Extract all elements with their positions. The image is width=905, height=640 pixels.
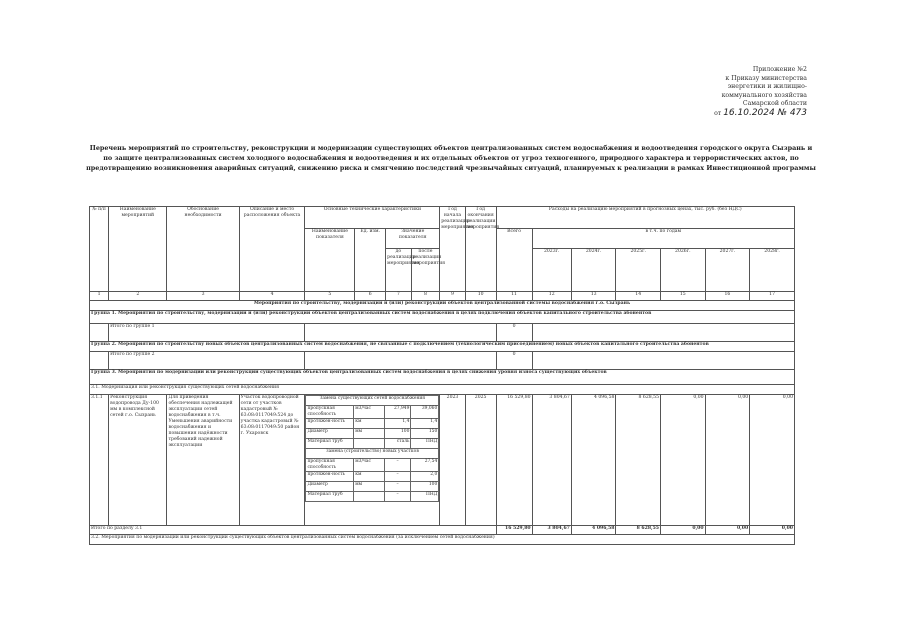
tech-after: 100 xyxy=(411,482,439,492)
group-total-row xyxy=(90,352,795,370)
header-before: до реализации мероприятия xyxy=(386,248,411,292)
header-end: Год окончания реализации мероприятия xyxy=(465,207,496,292)
header-tech: Основные технические характеристики xyxy=(305,207,440,229)
tech-name: Диаметр xyxy=(306,482,354,492)
measures-table xyxy=(89,206,795,545)
appendix-date xyxy=(707,109,807,119)
subsection-row xyxy=(90,385,795,395)
tech-after: 27,54 xyxy=(411,459,439,472)
col-number: 15 xyxy=(661,292,706,301)
tech-before: 27,949 xyxy=(384,406,411,419)
header-tech-unit: Ед. изм. xyxy=(355,228,386,291)
item-year-value: 4 096,58 xyxy=(571,395,616,526)
item-year-value: 0,00 xyxy=(750,395,795,526)
item-reason: Для приведения обеспечения надлежащей эксплуатации сетей водоснабжения в т.ч. Уменьшения аварийности водоснабжения и повышения надёжности требований надежной эксплуатации xyxy=(167,395,239,526)
subsection-year-value: 3 804,67 xyxy=(532,526,571,535)
tech-before: – xyxy=(384,472,411,482)
group1-title: Группа 1. Мероприятия по строительству, модернизации и (или) реконструкции объектов централизованных систем водоснабжения в целях подключения объектов капитального строительства абонентов xyxy=(90,310,795,323)
subsection-row xyxy=(90,535,795,545)
appendix-line: к Приказу министерства xyxy=(725,74,807,82)
item-year-value: 8 628,55 xyxy=(616,395,661,526)
subsection-year-value: 4 096,58 xyxy=(571,526,616,535)
tech-name: пропускная способность xyxy=(306,406,354,419)
tech-unit: мм xyxy=(354,482,385,492)
subsection-total-row xyxy=(90,526,795,535)
subsection-year-value: 0,00 xyxy=(705,526,750,535)
subsection31-title: 3.1. Модернизация или реконструкция существующих сетей водоснабжения xyxy=(90,385,795,395)
tech-before: 100 xyxy=(384,429,411,439)
appendix-line: энергетики и жилищно- xyxy=(727,83,807,91)
item-year-value: 3 804,67 xyxy=(532,395,571,526)
item-end-year: 2025 xyxy=(465,395,496,526)
group-row xyxy=(90,369,795,384)
empty-cell xyxy=(305,324,496,342)
empty-cell xyxy=(90,352,109,370)
tech-row xyxy=(306,429,439,439)
tech-unit: мм xyxy=(354,429,385,439)
tech-name: Диаметр xyxy=(306,429,354,439)
col-number: 13 xyxy=(571,292,616,301)
header-reason: Обоснование необходимости xyxy=(167,207,239,292)
tech-row xyxy=(306,419,439,429)
group2-title: Группа 2. Мероприятия по строительству новых объектов централизованных систем водоснабжения, не связанные с подключением (технологическим присоединением) новых объектов капитального строительства абонентов xyxy=(90,341,795,352)
appendix-line: Приложение №2 xyxy=(752,66,807,73)
group2-total-value: 0 xyxy=(496,352,532,370)
header-tech-name: Наименование показателя xyxy=(305,228,355,291)
empty-cell xyxy=(532,324,794,342)
date-prefix: от xyxy=(714,109,722,117)
tech-row xyxy=(306,482,439,492)
tech-row xyxy=(306,459,439,472)
tech-before: – xyxy=(384,459,411,472)
group-row xyxy=(90,341,795,352)
col-number: 5 xyxy=(305,292,355,301)
item-year-value: 0,00 xyxy=(705,395,750,526)
tech-unit: м3/час xyxy=(354,459,385,472)
header-year: 2024г. xyxy=(571,248,616,292)
tech-before: – xyxy=(384,482,411,492)
col-number: 11 xyxy=(496,292,532,301)
header-desc: Описание и место расположения объекта xyxy=(239,207,305,292)
column-numbers-row xyxy=(90,292,795,301)
tech-after: 39,060 xyxy=(411,406,439,419)
header-year: 2023г. xyxy=(532,248,571,292)
empty-cell xyxy=(90,324,109,342)
group-total-row xyxy=(90,324,795,342)
tech-row xyxy=(306,439,439,449)
tech-row xyxy=(306,406,439,419)
tech-after: ПНД xyxy=(411,492,439,502)
empty-cell xyxy=(532,352,794,370)
col-number: 12 xyxy=(532,292,571,301)
tech-before: сталь xyxy=(384,439,411,449)
group-row xyxy=(90,310,795,323)
tech-name: Материал труб xyxy=(306,439,354,449)
tech-after: 150 xyxy=(411,429,439,439)
col-number: 3 xyxy=(167,292,239,301)
tech-after: 2,0 xyxy=(411,472,439,482)
col-number: 10 xyxy=(465,292,496,301)
existing-networks-label: Замена существующих сетей водоснабжения xyxy=(306,396,439,406)
header-year: 2025г. xyxy=(616,248,661,292)
tech-characteristics xyxy=(305,395,440,526)
tech-after: ПНД xyxy=(411,439,439,449)
subsection-year-value: 0,00 xyxy=(661,526,706,535)
section-row xyxy=(90,301,795,311)
header-row xyxy=(90,207,795,229)
tech-after: 1,4 xyxy=(411,419,439,429)
item-row xyxy=(90,395,795,526)
subsection-total-value: 16 529,80 xyxy=(496,526,532,535)
tech-unit: км xyxy=(354,419,385,429)
tech-name: пропускная способность xyxy=(306,459,354,472)
header-by-years: в т.ч. по годам xyxy=(532,228,794,248)
group3-title: Группа 3. Мероприятия по модернизации или реконструкции существующих объектов централизованных систем водоснабжения в целях снижения уровня износа существующих объектов xyxy=(90,369,795,384)
item-no: 3.1.1 xyxy=(90,395,109,526)
handwritten-date: 16.10.2024 № 473 xyxy=(723,107,807,118)
col-number: 8 xyxy=(411,292,440,301)
new-networks-label: Замена (строительство) новых участков xyxy=(306,449,439,459)
subsection-year-value: 0,00 xyxy=(750,526,795,535)
appendix-line: Самарской области xyxy=(742,100,807,108)
group2-total-label: Итого по группе 2 xyxy=(109,352,305,370)
header-cost: Расходы на реализацию мероприятий в прогнозных ценах, тыс. руб. (без НДС) xyxy=(496,207,794,229)
col-number: 1 xyxy=(90,292,109,301)
item-total: 16 529,80 xyxy=(496,395,532,526)
subsection32-title: 3.2. Мероприятия по модернизации или реконструкции существующих объектов централизованных систем водоснабжения (за исключением сетей водоснабжения) xyxy=(90,535,795,545)
header-year: 2028г. xyxy=(750,248,795,292)
tech-name: протяжен-ность xyxy=(306,419,354,429)
tech-row xyxy=(306,472,439,482)
empty-cell xyxy=(305,352,496,370)
header-after: после реализации мероприятия xyxy=(411,248,440,292)
header-start: Год начала реализации мероприятия xyxy=(440,207,465,292)
item-start-year: 2023 xyxy=(440,395,465,526)
group1-total-value: 0 xyxy=(496,324,532,342)
appendix-line: коммунального хозяйства xyxy=(721,91,807,99)
tech-unit xyxy=(354,439,385,449)
col-number: 4 xyxy=(239,292,305,301)
header-no: № п/п xyxy=(90,207,109,292)
subsection-total-label: Итого по разделу 3.1 xyxy=(90,526,497,535)
subsection-year-value: 8 628,55 xyxy=(616,526,661,535)
tech-before: 1,4 xyxy=(384,419,411,429)
item-year-value: 0,00 xyxy=(661,395,706,526)
col-number: 6 xyxy=(355,292,386,301)
header-tech-value: Значение показателя xyxy=(386,228,440,248)
header-year: 2026г. xyxy=(661,248,706,292)
tech-unit xyxy=(354,492,385,502)
item-desc: Участок водопроводной сети от участков кадастровый № 63:08:0117049:524 до участка кадастровый № 63:08:0117049:50 район г. Ухаровск xyxy=(239,395,305,526)
col-number: 14 xyxy=(616,292,661,301)
tech-unit: км xyxy=(354,472,385,482)
tech-name: протяжен-ность xyxy=(306,472,354,482)
col-number: 16 xyxy=(705,292,750,301)
tech-before: – xyxy=(384,492,411,502)
col-number: 9 xyxy=(440,292,465,301)
header-name: Наименование мероприятий xyxy=(109,207,167,292)
header-year: 2027г. xyxy=(705,248,750,292)
item-name: Реконструкция водопровода Ду-100 мм в комплексной сетей г.о. Сызрань xyxy=(109,395,167,526)
header-total: Всего xyxy=(496,228,532,291)
tech-name: Материал труб xyxy=(306,492,354,502)
section-title: Мероприятия по строительству, модернизации и (или) реконструкции объектов централизованной системы водоснабжения г.о. Сызрань xyxy=(90,301,795,311)
document-title: Перечень мероприятий по строительству, реконструкции и модернизации существующих объектов централизованных систем водоснабжения и водоотведения городского округа Сызрань и по защите централизованных систем холодного водоснабжения и водоотведения и их отдельных объектов от угроз техногенного, природного характера и террористических актов, по предотвращению возникновения аварийных ситуаций, снижению риска и смягчению последствий чрезвычайных ситуаций, планируемых к реализации в рамках Инвестиционной программы xyxy=(86,144,816,173)
tech-subtable xyxy=(305,395,439,502)
col-number: 2 xyxy=(109,292,167,301)
tech-unit: м3/час xyxy=(354,406,385,419)
tech-row xyxy=(306,492,439,502)
group1-total-label: Итого по группе 1 xyxy=(109,324,305,342)
col-number: 7 xyxy=(386,292,411,301)
col-number: 17 xyxy=(750,292,795,301)
appendix-block xyxy=(707,66,807,119)
